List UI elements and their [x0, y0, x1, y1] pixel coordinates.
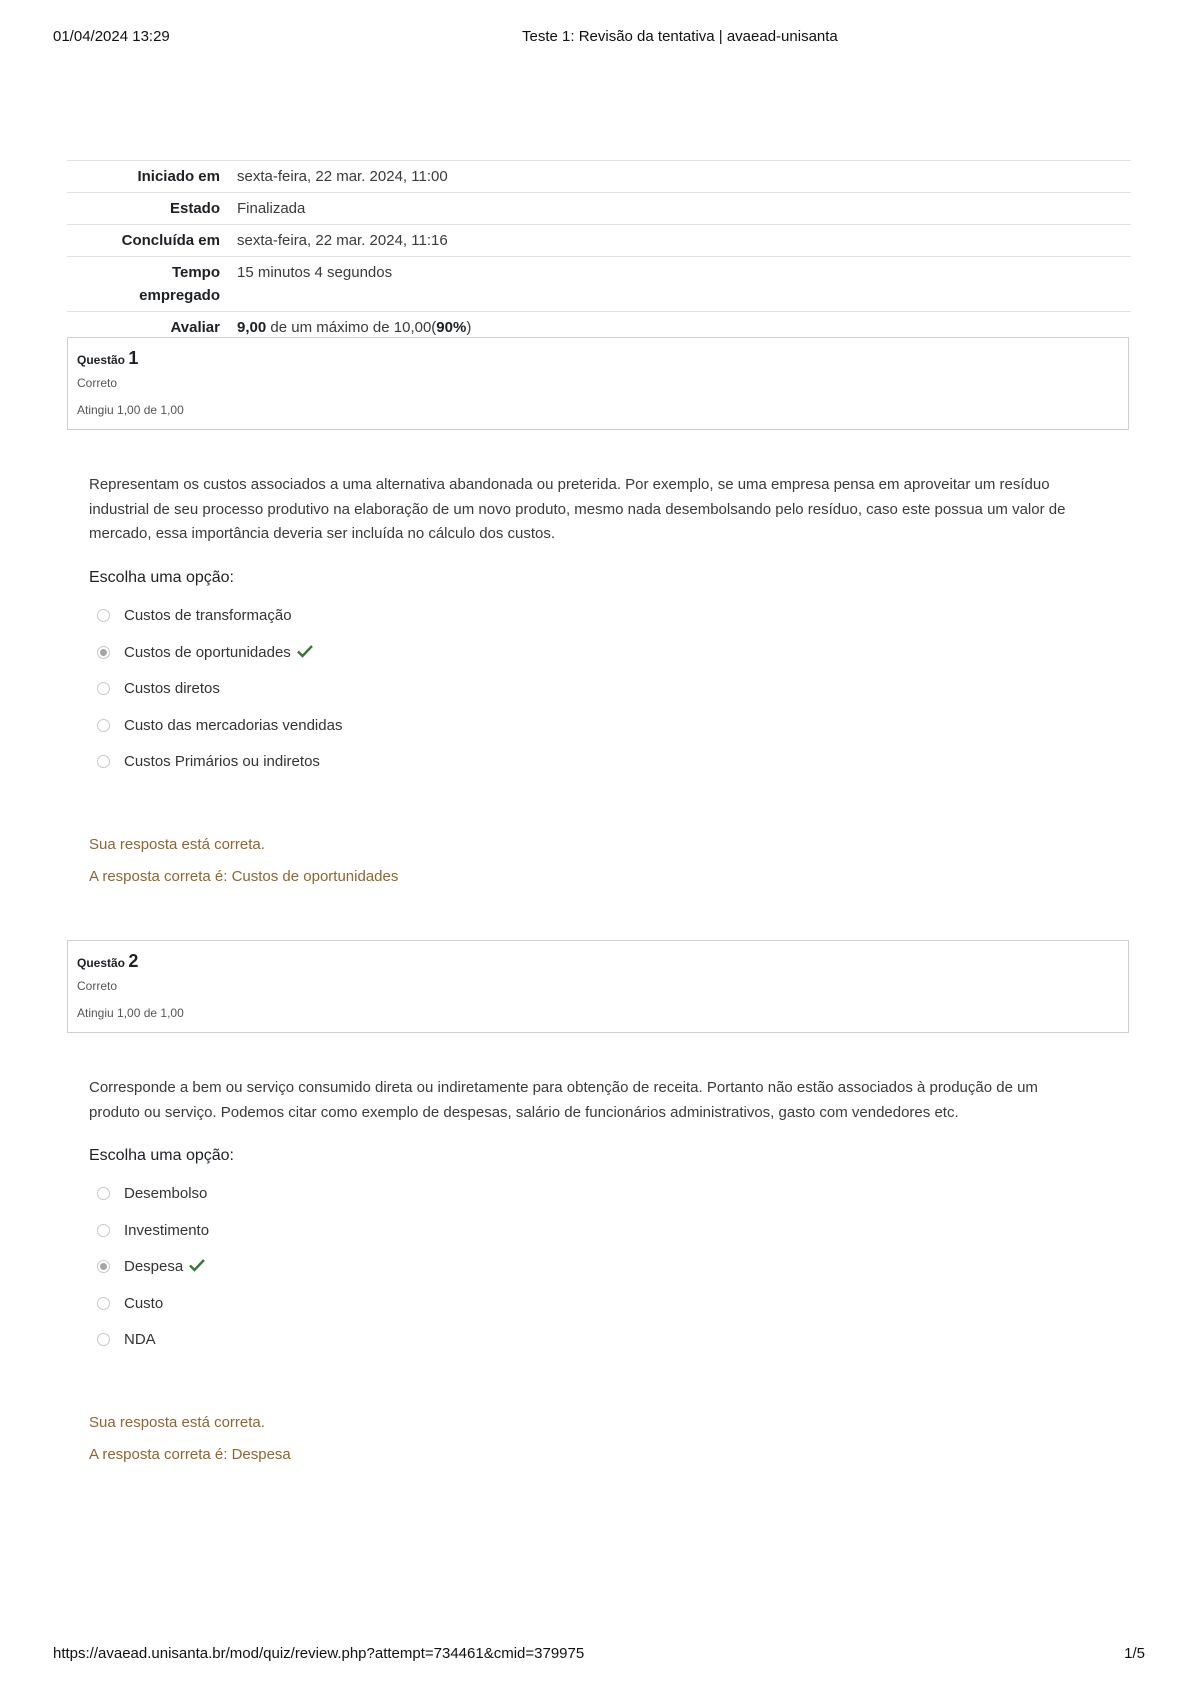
question-1-prompt: Escolha uma opção: [89, 569, 234, 586]
question-2-grade: Atingiu 1,00 de 1,00 [77, 1006, 184, 1020]
checkmark-icon [188, 1258, 206, 1272]
option-label: Custo [124, 1294, 164, 1312]
grade-score: 9,00 [237, 319, 267, 336]
attempt-summary-table [67, 160, 1131, 343]
question-1-title [77, 346, 1119, 370]
answer-option[interactable] [97, 1222, 209, 1259]
question-1-feedback: Sua resposta está correta. [89, 836, 265, 853]
question-2-text: Corresponde a bem ou serviço consumido direta ou indiretamente para obtenção de receita. Portanto não estão associados à produção de um produto ou serviço. Podemos citar como exemplo de despesas, salário de funcionários administrativos, gasto com vendedores etc. [89, 1079, 1038, 1121]
radio-button[interactable] [97, 1333, 110, 1346]
radio-button[interactable] [97, 1297, 110, 1310]
answer-option[interactable] [97, 1331, 209, 1368]
question-1-state: Correto [77, 376, 118, 390]
summary-row-time [67, 257, 1131, 312]
question-1-info [67, 337, 1129, 430]
question-1-label: Questão [77, 353, 126, 367]
summary-row-started [67, 161, 1131, 193]
print-title: Teste 1: Revisão da tentativa | avaead-unisanta [522, 28, 838, 45]
question-2-state: Correto [77, 979, 118, 993]
question-1-right-answer: A resposta correta é: Custos de oportunidades [89, 868, 399, 885]
question-2-prompt: Escolha uma opção: [89, 1147, 234, 1164]
answer-option-selected[interactable] [97, 1258, 209, 1295]
time-label [67, 257, 229, 312]
completed-label: Concluída em [121, 232, 220, 249]
time-label-line1: Tempo [171, 264, 220, 281]
answer-option[interactable] [97, 680, 342, 717]
question-2-label: Questão [77, 956, 126, 970]
answer-option[interactable] [97, 753, 342, 790]
radio-button[interactable] [97, 719, 110, 732]
checkmark-icon [296, 644, 314, 658]
time-value: 15 minutos 4 segundos [237, 264, 393, 281]
answer-option-selected[interactable] [97, 644, 342, 681]
completed-value: sexta-feira, 22 mar. 2024, 11:16 [237, 232, 448, 249]
print-page-number: 1/5 [1124, 1645, 1145, 1662]
question-2-title [77, 949, 1119, 973]
started-value: sexta-feira, 22 mar. 2024, 11:00 [237, 168, 448, 185]
summary-row-completed [67, 225, 1131, 257]
state-value: Finalizada [237, 200, 306, 217]
question-1-text: Representam os custos associados a uma alternativa abandonada ou preterida. Por exemplo, se uma empresa pensa em aproveitar um resíduo industrial de seu processo produtivo na elaboração de um novo produto, mesmo nada desembolsando pelo resíduo, caso este possua um valor de mercado, essa importância deveria ser incluída no cálculo dos custos. [89, 476, 1066, 542]
radio-button-checked[interactable] [97, 1260, 110, 1273]
question-1-grade: Atingiu 1,00 de 1,00 [77, 403, 184, 417]
answer-option[interactable] [97, 1185, 209, 1222]
radio-button[interactable] [97, 755, 110, 768]
question-2-number: 2 [128, 951, 139, 971]
radio-button[interactable] [97, 1224, 110, 1237]
question-2-options [97, 1185, 209, 1368]
option-label: Custos de transformação [124, 607, 292, 624]
started-label: Iniciado em [137, 168, 220, 185]
grade-label: Avaliar [170, 319, 220, 336]
answer-option[interactable] [97, 717, 342, 754]
option-label: Custo das mercadorias vendidas [124, 716, 343, 734]
radio-button[interactable] [97, 609, 110, 622]
radio-button[interactable] [97, 682, 110, 695]
answer-option[interactable] [97, 607, 342, 644]
question-2-right-answer: A resposta correta é: Despesa [89, 1446, 291, 1463]
question-1-number: 1 [128, 348, 139, 368]
option-label: Custos diretos [124, 680, 220, 697]
option-label: Custos de oportunidades [124, 643, 291, 661]
time-label-line2: empregado [139, 287, 220, 304]
state-label: Estado [169, 200, 220, 217]
grade-percent: 90% [436, 319, 467, 336]
option-label: NDA [124, 1331, 156, 1348]
print-datetime: 01/04/2024 13:29 [53, 28, 170, 45]
radio-button-checked[interactable] [97, 646, 110, 659]
print-footer [0, 1645, 1191, 1667]
answer-option[interactable] [97, 1295, 209, 1332]
print-url: https://avaead.unisanta.br/mod/quiz/review.php?attempt=734461&cmid=379975 [53, 1645, 585, 1662]
grade-middle: de um máximo de 10,00( [266, 319, 437, 336]
summary-row-state [67, 193, 1131, 225]
question-2-info [67, 940, 1129, 1033]
option-label: Custos Primários ou indiretos [124, 753, 320, 770]
radio-button[interactable] [97, 1187, 110, 1200]
grade-end: ) [466, 319, 472, 336]
question-2-feedback: Sua resposta está correta. [89, 1414, 265, 1431]
question-1-options [97, 607, 342, 790]
print-header [0, 28, 1191, 50]
option-label: Investimento [124, 1221, 210, 1239]
option-label: Desembolso [124, 1185, 208, 1202]
option-label: Despesa [124, 1258, 184, 1275]
